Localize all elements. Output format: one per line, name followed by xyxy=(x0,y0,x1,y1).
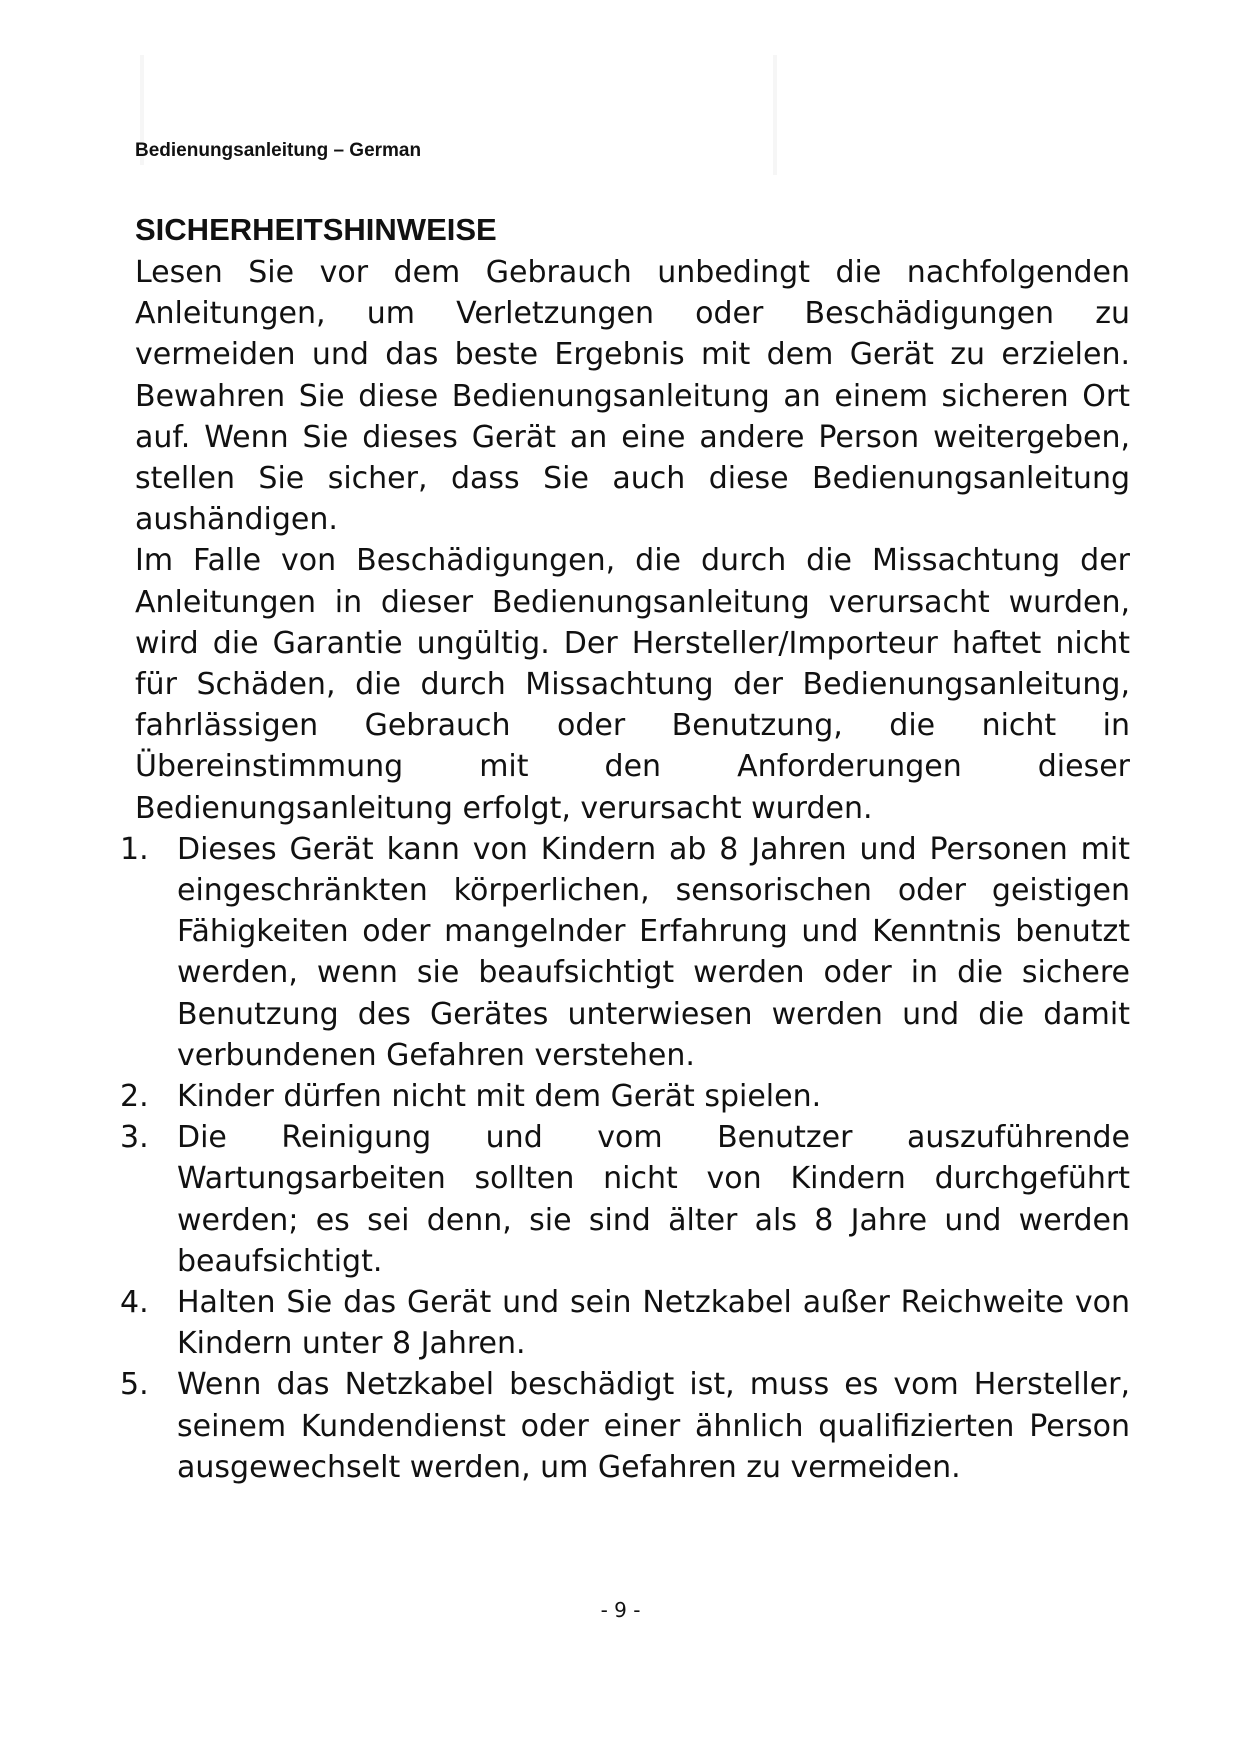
section-heading: SICHERHEITSHINWEISE xyxy=(135,212,497,247)
list-item-number: 5. xyxy=(120,1367,149,1403)
list-item-text: Wenn das Netzkabel beschädigt ist, muss es vom Hersteller, seinem Kundendienst oder einer ähnlich qualifizierten Person ausgewechselt werden, um Gefahren zu vermeiden. xyxy=(177,1367,1130,1485)
warranty-paragraph: Im Falle von Beschädigungen, die durch die Missachtung der Anleitungen in dieser Bedienungsanleitung verursacht wurden, wird die Garantie ungültig. Der Hersteller/Importeur haftet nicht für Schäden, die durch Missachtung der Bedienungsanleitung, fahrlässigen Gebrauch oder Benutzung, die nicht in Übereinstimmung mit den Anforderungen dieser Bedienungsanleitung erfolgt, verursacht wurden. xyxy=(135,543,1130,826)
list-item-number: 1. xyxy=(120,831,149,867)
list-item xyxy=(120,1364,1130,1488)
list-item-text: Halten Sie das Gerät und sein Netzkabel außer Reichweite von Kindern unter 8 Jahren. xyxy=(177,1285,1130,1362)
list-item xyxy=(120,1282,1130,1364)
safety-list xyxy=(120,829,1130,1488)
list-item-text: Die Reinigung und vom Benutzer auszuführende Wartungsarbeiten sollten nicht von Kindern durchgeführt werden; es sei denn, sie sind älter als 8 Jahre und werden beaufsichtigt. xyxy=(177,1120,1130,1279)
page-number: - 9 - xyxy=(600,1598,641,1622)
list-item xyxy=(120,1076,1130,1117)
list-item-number: 4. xyxy=(120,1285,149,1321)
list-item-text: Dieses Gerät kann von Kindern ab 8 Jahren und Personen mit eingeschränkten körperlichen, sensorischen oder geistigen Fähigkeiten oder mangelnder Erfahrung und Kenntnis benutzt werden, wenn sie beaufsichtigt werden oder in die sichere Benutzung des Gerätes unterwiesen werden und die damit verbundenen Gefahren verstehen. xyxy=(177,831,1130,1073)
intro-paragraph: Lesen Sie vor dem Gebrauch unbedingt die nachfolgenden Anleitungen, um Verletzungen oder Beschädigungen zu vermeiden und das beste Ergebnis mit dem Gerät zu erzielen. Bewahren Sie diese Bedienungsanleitung an einem sicheren Ort auf. Wenn Sie dieses Gerät an eine andere Person weitergeben, stellen Sie sicher, dass Sie auch diese Bedienungsanleitung aushändigen. xyxy=(135,255,1130,538)
list-item-number: 2. xyxy=(120,1079,149,1115)
list-item-number: 3. xyxy=(120,1120,149,1156)
list-item-text: Kinder dürfen nicht mit dem Gerät spielen. xyxy=(177,1079,822,1115)
safety-section xyxy=(120,208,1130,1488)
scan-artifact xyxy=(773,55,777,175)
list-item xyxy=(120,1117,1130,1282)
list-item xyxy=(120,829,1130,1076)
document-header: Bedienungsanleitung – German xyxy=(135,140,422,161)
